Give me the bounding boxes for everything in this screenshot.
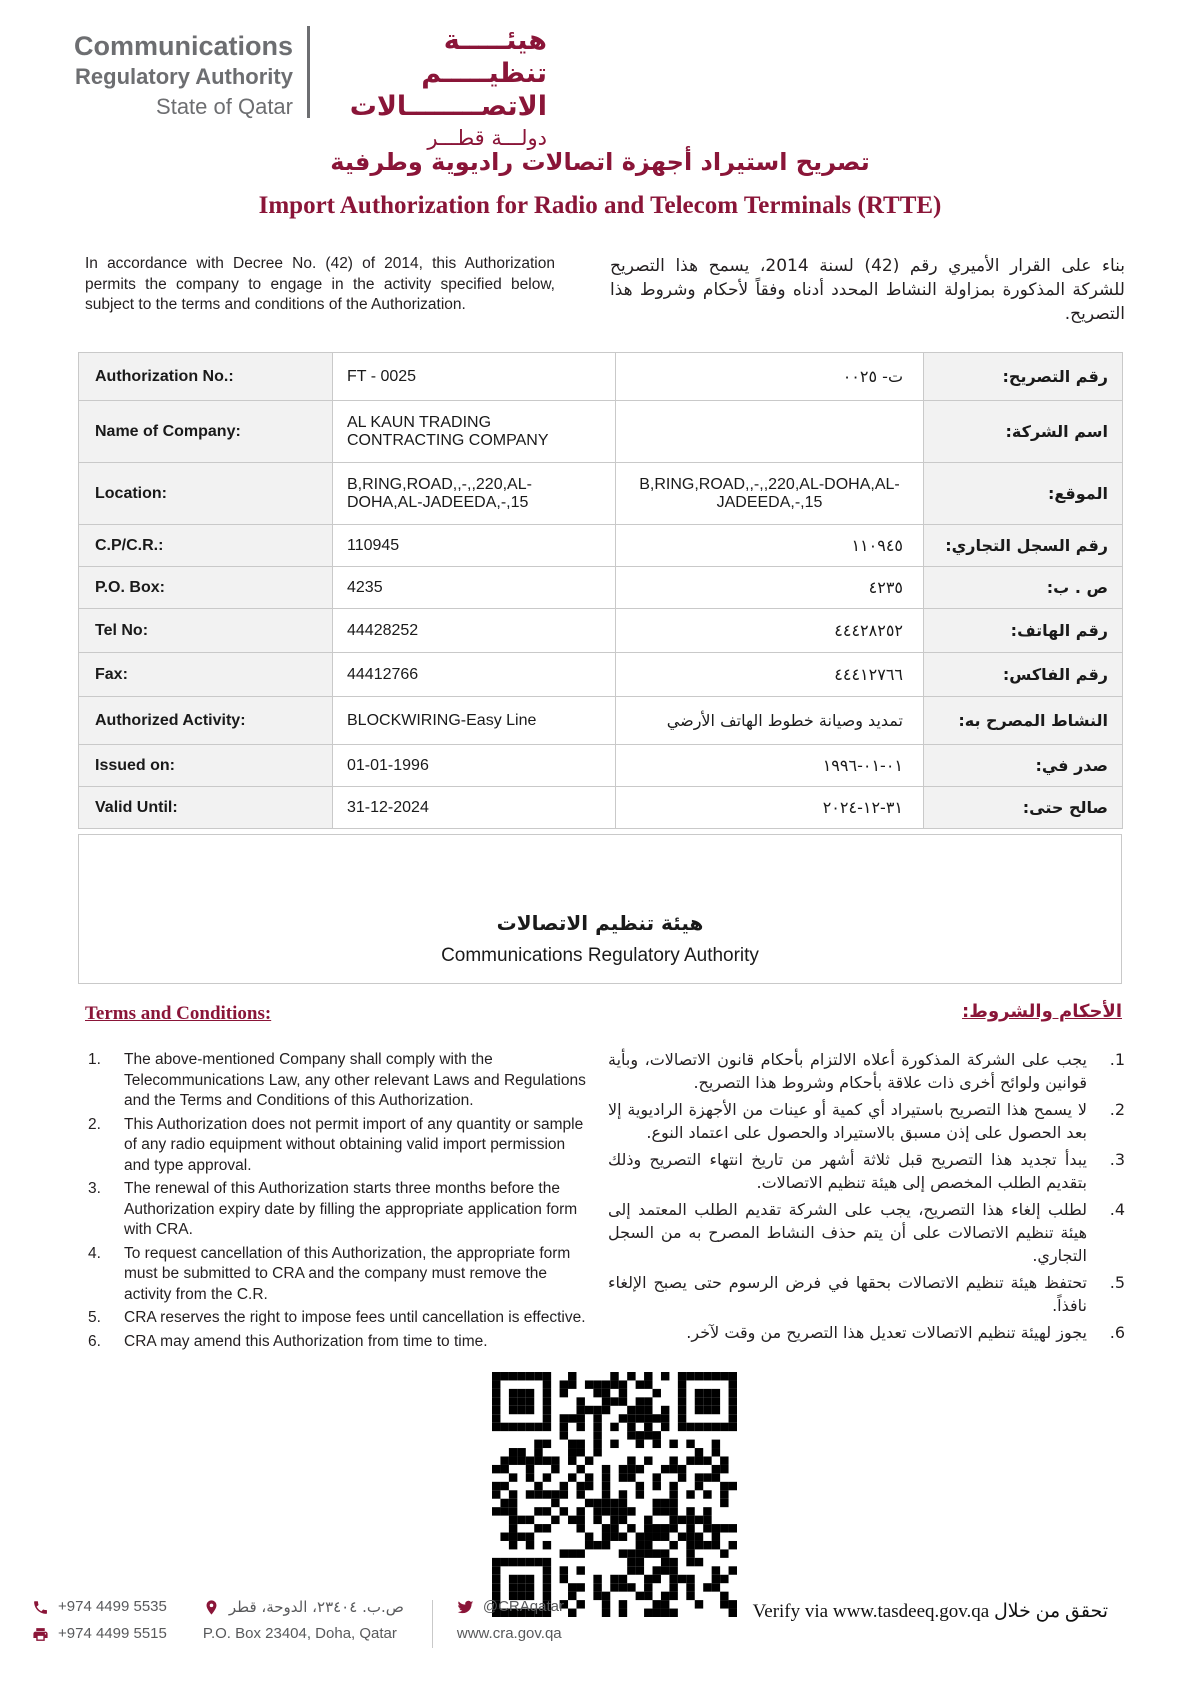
terms-item-en	[88, 1050, 593, 1112]
terms-item-number: 1.	[88, 1051, 101, 1068]
row-label-ar: رقم السجل التجاري:	[924, 525, 1123, 567]
row-label-en: Issued on:	[79, 745, 333, 787]
intro-paragraph-ar: بناء على القرار الأميري رقم (42) لسنة 2014، يسمح هذا التصريح للشركة المذكورة بمزاولة النشاط المحدد أدناه وفقاً لأحكام وشروط هذا التصريح.	[610, 256, 1126, 324]
terms-item-en	[88, 1308, 593, 1329]
signature-box	[78, 834, 1122, 984]
logo-ar-line2: الاتصــــــــالات	[349, 91, 547, 122]
row-value-ar: ت- ٠٠٢٥	[616, 353, 924, 401]
terms-item-number: 4.	[1109, 1200, 1125, 1219]
logo-en-line1: Communications	[73, 31, 293, 61]
twitter-icon	[457, 1599, 474, 1616]
row-label-ar: الموقع:	[924, 463, 1123, 525]
logo-text-ar	[322, 22, 547, 153]
terms-item-number: 5.	[1109, 1273, 1125, 1292]
location-pin-icon	[203, 1599, 220, 1616]
terms-item-number: 4.	[88, 1244, 101, 1262]
row-value-en: 44428252	[333, 609, 616, 653]
row-value-en: 110945	[333, 525, 616, 567]
terms-item-number: 6.	[1109, 1323, 1125, 1342]
row-label-en: C.P/C.R.:	[79, 525, 333, 567]
terms-item-text: The renewal of this Authorization starts three months before the Authorization expiry date by filling the appropriate application form with CRA.	[124, 1180, 578, 1238]
authorization-table	[78, 352, 1123, 829]
row-label-en: Authorized Activity:	[79, 697, 333, 745]
row-value-ar: ١١٠٩٤٥	[616, 525, 924, 567]
verify-text-ar: تحقق من خلال	[993, 1601, 1108, 1622]
terms-heading-en: Terms and Conditions:	[85, 1003, 272, 1024]
row-label-ar: صدر في:	[924, 745, 1123, 787]
terms-item-number: 2.	[1109, 1100, 1125, 1119]
row-label-ar: ص . ب:	[924, 567, 1123, 609]
row-label-en: Location:	[79, 463, 333, 525]
row-label-ar: رقم الفاكس:	[924, 653, 1123, 697]
table-row-po-box	[79, 567, 1123, 609]
footer-phone-block	[32, 1598, 167, 1643]
table-row-issued-on	[79, 745, 1123, 787]
logo-ar-line3: دولـــة قطـــر	[427, 126, 547, 150]
terms-item-text: This Authorization does not permit import of any quantity or sample of any radio equipment without obtaining valid import permission and type approval.	[124, 1115, 584, 1174]
terms-list-ar	[608, 1048, 1125, 1348]
row-label-ar: النشاط المصرح به:	[924, 697, 1123, 745]
terms-item-ar	[608, 1321, 1125, 1344]
table-row-location	[79, 463, 1123, 525]
terms-item-en	[88, 1115, 593, 1177]
terms-item-text: To request cancellation of this Authorization, the appropriate form must be submitted to CRA and the company must remove the activity from the C.R.	[124, 1244, 571, 1303]
terms-item-number: 3.	[1109, 1150, 1125, 1169]
footer-divider	[432, 1600, 433, 1648]
table-row-fax	[79, 653, 1123, 697]
row-label-en: P.O. Box:	[79, 567, 333, 609]
footer-web-block	[457, 1598, 564, 1643]
footer-contact	[32, 1598, 564, 1648]
document-title-en: Import Authorization for Radio and Telecom Terminals (RTTE)	[258, 192, 942, 219]
terms-item-number: 6.	[88, 1332, 101, 1350]
terms-item-text: CRA reserves the right to impose fees until cancellation is effective.	[124, 1309, 586, 1326]
terms-list-en	[88, 1050, 593, 1355]
document-title-ar: تصريح استيراد أجهزة اتصالات راديوية وطرفية	[330, 148, 870, 176]
terms-item-ar	[608, 1271, 1125, 1317]
logo-text-en	[55, 22, 293, 153]
address-en: P.O. Box 23404, Doha, Qatar	[202, 1625, 397, 1642]
authorization-section	[78, 352, 1122, 984]
terms-item-number: 5.	[88, 1309, 101, 1326]
row-label-en: Name of Company:	[79, 401, 333, 463]
intro-section	[85, 254, 1125, 326]
terms-item-text: تحتفظ هيئة تنظيم الاتصالات بحقها في فرض الرسوم حتى يصبح الإلغاء نافذاً.	[608, 1273, 1087, 1315]
row-value-en: B,RING,ROAD,,-,,220,AL-DOHA,AL-JADEEDA,-,15	[333, 463, 616, 525]
row-label-ar: اسم الشركة:	[924, 401, 1123, 463]
row-label-en: Tel No:	[79, 609, 333, 653]
logo-en-line2: Regulatory Authority	[75, 64, 293, 89]
table-row-authorized-activity	[79, 697, 1123, 745]
row-value-en: 4235	[333, 567, 616, 609]
row-value-ar: ٤٢٣٥	[616, 567, 924, 609]
terms-item-en	[88, 1332, 593, 1353]
row-value-en: BLOCKWIRING-Easy Line	[333, 697, 616, 745]
row-value-ar: تمديد وصيانة خطوط الهاتف الأرضي	[616, 697, 924, 745]
table-row-valid-until	[79, 787, 1123, 829]
header-logo	[55, 22, 547, 153]
terms-item-ar	[608, 1048, 1125, 1094]
table-row-company-name	[79, 401, 1123, 463]
signature-authority-ar: هيئة تنظيم الاتصالات	[496, 911, 704, 935]
row-value-en: 31-12-2024	[333, 787, 616, 829]
terms-item-en	[88, 1244, 593, 1306]
row-label-en: Fax:	[79, 653, 333, 697]
phone-icon	[32, 1599, 49, 1616]
row-value-ar	[616, 401, 924, 463]
terms-item-text: يجوز لهيئة تنظيم الاتصالات تعديل هذا التصريح من وقت لآخر.	[686, 1323, 1087, 1342]
row-value-ar: ٠١-٠١-١٩٩٦	[616, 745, 924, 787]
terms-item-ar	[608, 1148, 1125, 1194]
row-label-en: Authorization No.:	[79, 353, 333, 401]
table-row-authorization-no	[79, 353, 1123, 401]
terms-item-number: 2.	[88, 1115, 101, 1133]
terms-item-text: لطلب إلغاء هذا التصريح، يجب على الشركة تقديم الطلب المعتمد إلى هيئة تنظيم الاتصالات على أن يتم حذف النشاط المصرح به من السجل التجاري.	[608, 1200, 1087, 1265]
row-label-en: Valid Until:	[79, 787, 333, 829]
verify-text	[753, 1600, 1108, 1623]
footer-address-block	[203, 1598, 404, 1643]
twitter-handle: @CRAqatar	[482, 1598, 564, 1615]
terms-item-text: لا يسمح هذا التصريح باستيراد أي كمية أو عينات من الأجهزة الراديوية إلا بعد الحصول على إذن مسبق بالاستيراد والحصول على اعتماد النوع.	[608, 1100, 1087, 1142]
row-label-ar: صالح حتى:	[924, 787, 1123, 829]
terms-item-number: 3.	[88, 1180, 101, 1197]
terms-item-ar	[608, 1098, 1125, 1144]
terms-item-number: 1.	[1109, 1050, 1125, 1069]
terms-heading-ar: الأحكام والشروط:	[962, 1001, 1122, 1022]
qr-code	[492, 1372, 737, 1617]
row-value-en: FT - 0025	[333, 353, 616, 401]
logo-divider	[307, 26, 310, 118]
logo-ar-line1: هيئـــــة تنظيـــــم	[421, 25, 547, 89]
address-ar: ص.ب. ٢٣٤٠٤، الدوحة، قطر	[228, 1598, 404, 1616]
logo-en-line3: State of Qatar	[156, 94, 293, 119]
terms-item-en	[88, 1179, 593, 1241]
terms-item-text: CRA may amend this Authorization from time to time.	[124, 1332, 488, 1350]
terms-item-text: يبدأ تجديد هذا التصريح قبل ثلاثة أشهر من تاريخ انتهاء التصريح وذلك بتقديم الطلب المخصص إلى هيئة تنظيم الاتصالات.	[608, 1150, 1087, 1192]
row-value-en: 44412766	[333, 653, 616, 697]
row-value-en: 01-01-1996	[333, 745, 616, 787]
fax-number: +974 4499 5515	[58, 1625, 167, 1642]
verify-text-en: Verify via www.tasdeeq.gov.qa	[752, 1601, 990, 1622]
row-label-ar: رقم التصريح:	[924, 353, 1123, 401]
row-value-ar: ٣١-١٢-٢٠٢٤	[616, 787, 924, 829]
row-value-ar: B,RING,ROAD,,-,,220,AL-DOHA,AL-JADEEDA,-,15	[616, 463, 924, 525]
row-value-ar: ٤٤٤١٢٧٦٦	[616, 653, 924, 697]
table-row-cr-number	[79, 525, 1123, 567]
terms-item-ar	[608, 1198, 1125, 1267]
intro-paragraph-en: In accordance with Decree No. (42) of 2014, this Authorization permits the company to engage in the activity specified below, subject to the terms and conditions of the Authorization.	[85, 255, 555, 313]
signature-authority-en: Communications Regulatory Authority	[441, 945, 759, 966]
row-value-en: AL KAUN TRADING CONTRACTING COMPANY	[333, 401, 616, 463]
terms-item-text: The above-mentioned Company shall comply with the Telecommunications Law, any other relevant Laws and Regulations and the Terms and Conditions of this Authorization.	[124, 1051, 586, 1109]
terms-item-text: يجب على الشركة المذكورة أعلاه الالتزام بأحكام قانون الاتصالات، وبأية قوانين ولوائح أخرى ذات علاقة بأحكام وشروط هذا التصريح.	[608, 1050, 1087, 1092]
website-url: www.cra.gov.qa	[456, 1625, 562, 1642]
phone-number: +974 4499 5535	[58, 1598, 167, 1615]
fax-printer-icon	[32, 1626, 49, 1643]
table-row-tel	[79, 609, 1123, 653]
row-label-ar: رقم الهاتف:	[924, 609, 1123, 653]
row-value-ar: ٤٤٤٢٨٢٥٢	[616, 609, 924, 653]
